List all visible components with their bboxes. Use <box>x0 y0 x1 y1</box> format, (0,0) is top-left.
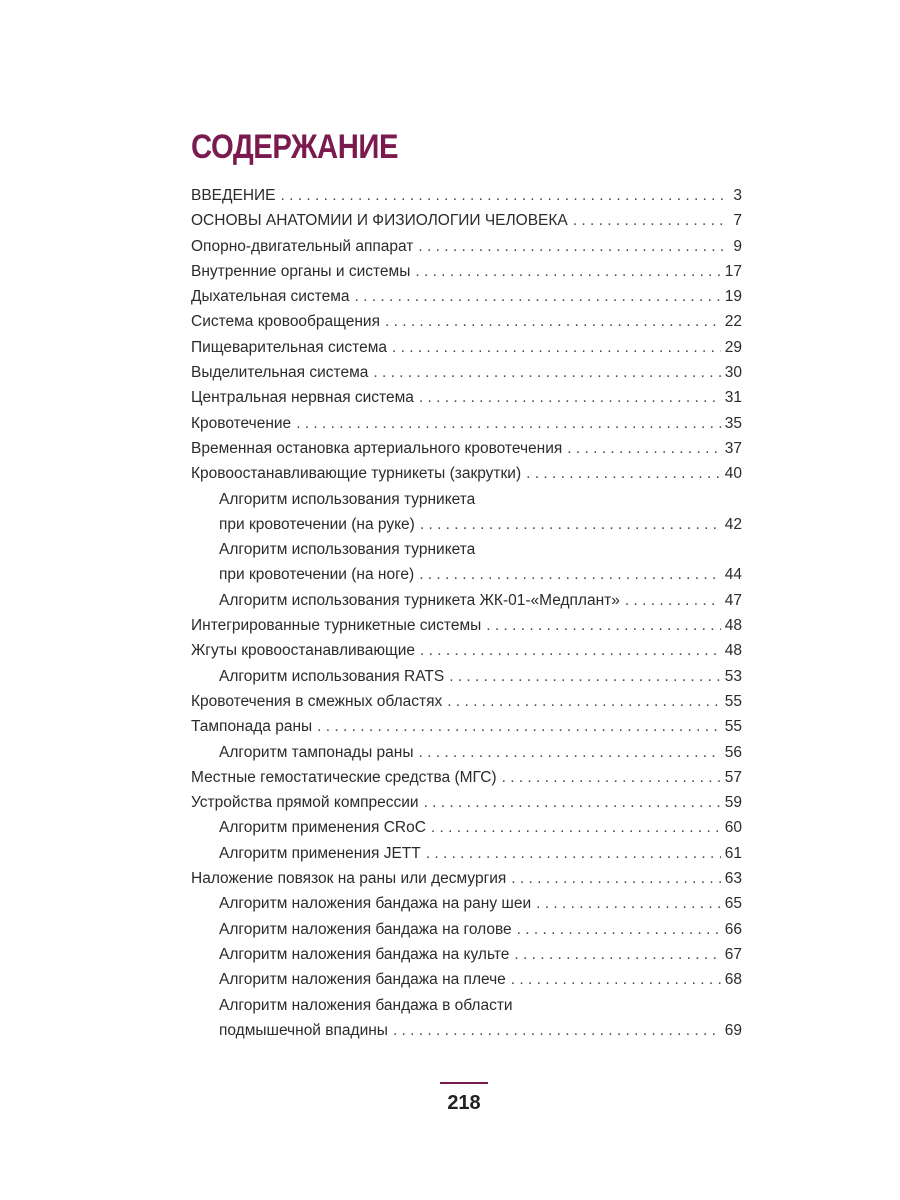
toc-entry[interactable] <box>191 385 742 410</box>
toc-entry[interactable] <box>191 259 742 284</box>
toc-entry-label: Алгоритм использования турникета ЖК-01-«Медплант» <box>219 591 620 609</box>
dot-leader <box>424 790 721 815</box>
dot-leader <box>573 208 728 233</box>
toc-entry-label: Наложение повязок на раны или десмургия <box>191 870 507 888</box>
toc-entry[interactable] <box>191 588 742 613</box>
toc-entry[interactable] <box>191 537 742 562</box>
toc-entry-label: Алгоритм наложения бандажа на культе <box>219 945 510 963</box>
toc-entry-page: 69 <box>724 1021 742 1039</box>
toc-entry-label: при кровотечении (на ноге) <box>219 566 415 584</box>
toc-entry[interactable] <box>191 234 742 259</box>
dot-leader <box>625 588 721 613</box>
toc-entry[interactable] <box>191 891 742 916</box>
toc-entry-page: 48 <box>724 617 742 635</box>
toc-entry-page: 63 <box>724 870 742 888</box>
toc-entry-page: 47 <box>724 591 742 609</box>
toc-entry[interactable] <box>191 1018 742 1043</box>
toc-entry-label: Выделительная система <box>191 364 369 382</box>
page-number: 218 <box>447 1092 481 1114</box>
toc-entry[interactable] <box>191 360 742 385</box>
toc-entry-page: 19 <box>724 288 742 306</box>
toc-entry-page: 55 <box>724 718 742 736</box>
dot-leader <box>526 461 721 486</box>
toc-entry[interactable] <box>191 714 742 739</box>
toc-entry-label: Кровотечения в смежных областях <box>191 692 443 710</box>
dot-leader <box>502 765 721 790</box>
toc-entry[interactable] <box>191 613 742 638</box>
toc-entry[interactable] <box>191 436 742 461</box>
toc-entry[interactable] <box>191 815 742 840</box>
toc-entry[interactable] <box>191 790 742 815</box>
toc-entry-label: Центральная нервная система <box>191 389 414 407</box>
toc-entry[interactable] <box>191 765 742 790</box>
toc-entry-page: 31 <box>724 389 742 407</box>
toc-entry-page: 7 <box>733 212 742 230</box>
table-of-contents <box>191 183 742 1043</box>
dot-leader <box>296 411 721 436</box>
toc-entry-label: Дыхательная система <box>191 288 350 306</box>
dot-leader <box>511 866 720 891</box>
toc-entry-page: 66 <box>724 920 742 938</box>
toc-entry-page: 30 <box>724 364 742 382</box>
toc-entry-label: Пищеварительная система <box>191 338 387 356</box>
page-title: СОДЕРЖАНИЕ <box>191 128 399 166</box>
toc-entry-label: Кровотечение <box>191 414 292 432</box>
toc-entry-page: 35 <box>724 414 742 432</box>
dot-leader <box>385 309 721 334</box>
toc-entry[interactable] <box>191 208 742 233</box>
toc-entry[interactable] <box>191 309 742 334</box>
toc-entry-page: 22 <box>724 313 742 331</box>
toc-entry-page: 55 <box>724 692 742 710</box>
toc-entry-label: Тампонада раны <box>191 718 313 736</box>
dot-leader <box>373 360 720 385</box>
toc-entry-label: Алгоритм наложения бандажа в области <box>219 996 513 1014</box>
toc-entry[interactable] <box>191 183 742 208</box>
toc-entry-label: Алгоритм использования турникета <box>219 541 476 559</box>
toc-entry-label: ВВЕДЕНИЕ <box>191 187 276 204</box>
toc-entry-page: 65 <box>724 895 742 913</box>
dot-leader <box>281 183 728 208</box>
dot-leader <box>419 385 721 410</box>
toc-entry-page: 56 <box>724 743 742 761</box>
toc-entry-page: 60 <box>724 819 742 837</box>
toc-entry[interactable] <box>191 562 742 587</box>
toc-entry-page: 48 <box>724 642 742 660</box>
dot-leader <box>392 335 721 360</box>
toc-entry[interactable] <box>191 993 742 1018</box>
folio-rule <box>440 1082 488 1084</box>
toc-entry-label: Алгоритм применения CRoC <box>219 819 426 837</box>
toc-entry-label: Алгоритм тампонады раны <box>219 743 414 761</box>
toc-entry-label: при кровотечении (на руке) <box>219 515 415 533</box>
toc-entry-page: 37 <box>724 439 742 457</box>
toc-entry-page: 57 <box>724 768 742 786</box>
toc-entry-page: 3 <box>733 187 742 204</box>
dot-leader <box>536 891 721 916</box>
toc-entry-label: Кровоостанавливающие турникеты (закрутки) <box>191 465 522 483</box>
toc-entry[interactable] <box>191 411 742 436</box>
dot-leader <box>514 942 720 967</box>
dot-leader <box>447 689 721 714</box>
toc-entry-page: 59 <box>724 794 742 812</box>
toc-entry[interactable] <box>191 841 742 866</box>
dot-leader <box>420 512 721 537</box>
toc-entry[interactable] <box>191 461 742 486</box>
toc-entry[interactable] <box>191 638 742 663</box>
dot-leader <box>317 714 721 739</box>
toc-entry-label: Система кровообращения <box>191 313 380 331</box>
toc-entry-page: 9 <box>733 237 742 255</box>
toc-entry[interactable] <box>191 942 742 967</box>
toc-entry-label: Алгоритм наложения бандажа на голове <box>219 920 512 938</box>
toc-entry-page: 44 <box>724 566 742 584</box>
dot-leader <box>393 1018 721 1043</box>
dot-leader <box>517 917 721 942</box>
toc-entry-label: подмышечной впадины <box>219 1021 388 1039</box>
toc-entry-label: ОСНОВЫ АНАТОМИИ И ФИЗИОЛОГИИ ЧЕЛОВЕКА <box>191 212 568 230</box>
toc-entry-label: Интегрированные турникетные системы <box>191 617 482 635</box>
dot-leader <box>426 841 721 866</box>
toc-entry-label: Опорно-двигательный аппарат <box>191 237 414 255</box>
dot-leader <box>431 815 721 840</box>
toc-entry[interactable] <box>191 335 742 360</box>
toc-entry-page: 17 <box>724 262 742 280</box>
toc-entry-label: Устройства прямой компрессии <box>191 794 419 812</box>
toc-entry-label: Алгоритм наложения бандажа на плече <box>219 971 506 989</box>
dot-leader <box>355 284 721 309</box>
toc-entry[interactable] <box>191 664 742 689</box>
toc-entry-page: 53 <box>724 667 742 685</box>
dot-leader <box>418 234 728 259</box>
toc-entry[interactable] <box>191 740 742 765</box>
toc-entry-page: 42 <box>724 515 742 533</box>
toc-entry-page: 61 <box>724 844 742 862</box>
toc-entry[interactable] <box>191 487 742 512</box>
toc-entry[interactable] <box>191 512 742 537</box>
dot-leader <box>418 740 720 765</box>
toc-entry-label: Алгоритм применения JETT <box>219 844 421 862</box>
dot-leader <box>420 638 721 663</box>
toc-entry-label: Алгоритм использования RATS <box>219 667 445 685</box>
dot-leader <box>567 436 720 461</box>
toc-entry-label: Алгоритм наложения бандажа на рану шеи <box>219 895 532 913</box>
toc-entry-label: Внутренние органы и системы <box>191 262 411 280</box>
toc-entry[interactable] <box>191 689 742 714</box>
toc-entry[interactable] <box>191 284 742 309</box>
toc-entry-page: 67 <box>724 945 742 963</box>
dot-leader <box>486 613 720 638</box>
toc-entry[interactable] <box>191 967 742 992</box>
toc-entry-label: Местные гемостатические средства (МГС) <box>191 768 497 786</box>
toc-entry-page: 29 <box>724 338 742 356</box>
toc-entry-label: Временная остановка артериального кровотечения <box>191 439 563 457</box>
dot-leader <box>419 562 721 587</box>
dot-leader <box>511 967 721 992</box>
toc-entry[interactable] <box>191 917 742 942</box>
toc-entry-page: 40 <box>724 465 742 483</box>
dot-leader <box>415 259 720 284</box>
toc-entry-page: 68 <box>724 971 742 989</box>
toc-entry[interactable] <box>191 866 742 891</box>
toc-entry-label: Алгоритм использования турникета <box>219 490 476 508</box>
toc-entry-label: Жгуты кровоостанавливающие <box>191 642 415 660</box>
dot-leader <box>449 664 721 689</box>
